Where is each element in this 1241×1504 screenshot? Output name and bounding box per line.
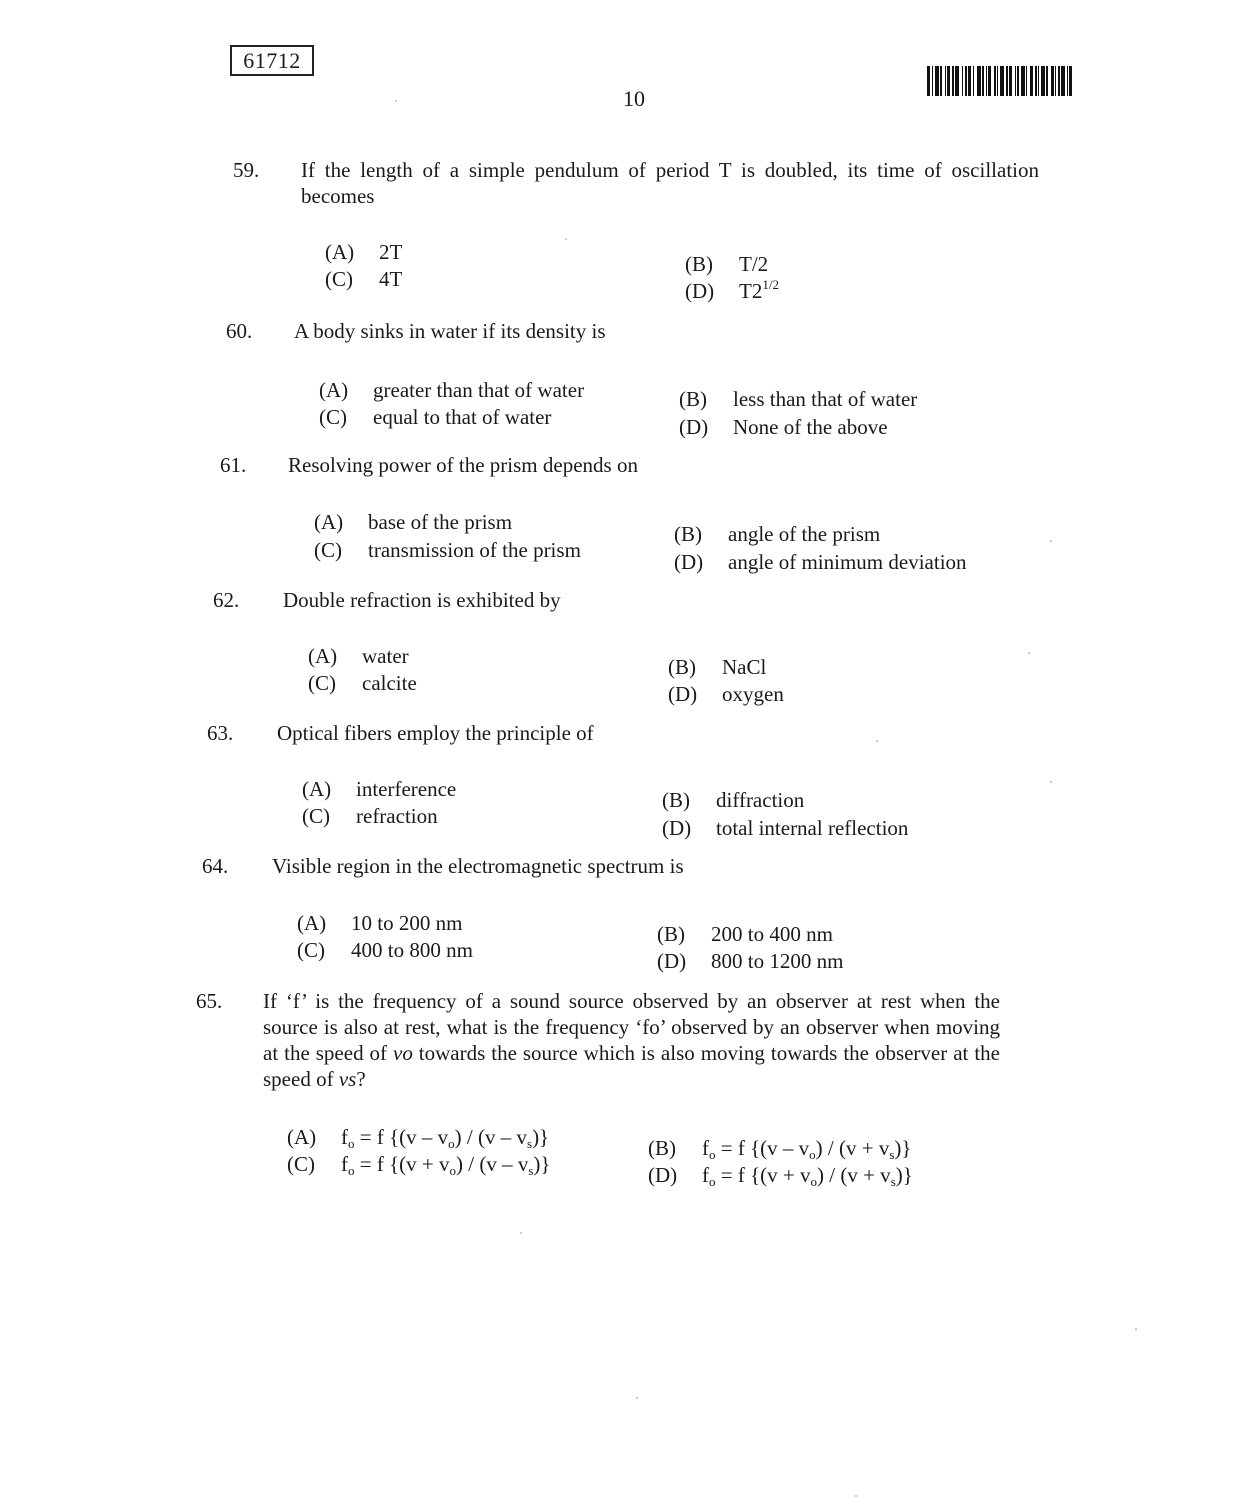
option-text: NaCl bbox=[722, 655, 767, 679]
scan-speck bbox=[1050, 540, 1052, 542]
option-a[interactable] bbox=[325, 239, 402, 265]
option-text: 800 to 1200 nm bbox=[711, 949, 844, 973]
question-61 bbox=[220, 452, 1020, 577]
option-text: angle of minimum deviation bbox=[728, 550, 967, 574]
question-text: Visible region in the electromagnetic spectrum is bbox=[272, 854, 684, 878]
option-b[interactable] bbox=[674, 521, 880, 547]
option-label: (A) bbox=[302, 777, 332, 801]
option-text: oxygen bbox=[722, 682, 784, 706]
option-d[interactable] bbox=[679, 414, 888, 440]
option-b[interactable] bbox=[679, 386, 917, 412]
option-a[interactable] bbox=[287, 1124, 549, 1150]
question-number: 63. bbox=[207, 721, 234, 745]
option-label: (B) bbox=[657, 922, 685, 946]
option-text: calcite bbox=[362, 671, 417, 695]
option-label: (C) bbox=[314, 538, 342, 562]
option-label: (D) bbox=[679, 415, 709, 439]
option-text: diffraction bbox=[716, 788, 805, 812]
option-a[interactable] bbox=[297, 910, 462, 936]
option-label: (D) bbox=[662, 816, 692, 840]
option-d[interactable] bbox=[648, 1162, 913, 1188]
question-text: Resolving power of the prism depends on bbox=[288, 453, 638, 477]
option-label: (A) bbox=[308, 644, 338, 668]
option-d[interactable] bbox=[668, 681, 784, 707]
option-text: transmission of the prism bbox=[368, 538, 581, 562]
option-text: $f_o = f$ $\{(v + v_o) / (v + v_s)\}$ bbox=[702, 1163, 913, 1189]
option-text: refraction bbox=[356, 804, 438, 828]
option-b[interactable] bbox=[648, 1135, 911, 1161]
paper-code: 61712 bbox=[230, 45, 314, 76]
option-text: total internal reflection bbox=[716, 816, 909, 840]
option-c[interactable] bbox=[325, 266, 402, 292]
option-text: $f_o = f$ $\{(v - v_o) / (v - v_s)\}$ bbox=[341, 1125, 550, 1151]
option-a[interactable] bbox=[308, 643, 409, 669]
option-text: 10 to 200 nm bbox=[351, 911, 463, 935]
option-text: less than that of water bbox=[733, 387, 918, 411]
option-label: (B) bbox=[662, 788, 690, 812]
option-a[interactable] bbox=[319, 377, 584, 403]
question-number: 60. bbox=[226, 319, 253, 343]
question-60 bbox=[226, 318, 1026, 443]
option-text: interference bbox=[356, 777, 457, 801]
option-text: 200 to 400 nm bbox=[711, 922, 833, 946]
option-text: $T2^{1/2}$ bbox=[739, 277, 779, 303]
option-label: (B) bbox=[668, 655, 696, 679]
option-label: (C) bbox=[302, 804, 330, 828]
question-59 bbox=[233, 157, 1043, 317]
barcode-image bbox=[927, 66, 1079, 96]
option-label: (B) bbox=[679, 387, 707, 411]
scan-speck bbox=[1050, 781, 1052, 783]
option-label: (C) bbox=[325, 267, 353, 291]
option-text: $f_o = f$ $\{(v - v_o) / (v + v_s)\}$ bbox=[702, 1136, 912, 1162]
option-label: (A) bbox=[297, 911, 327, 935]
question-number: 59. bbox=[233, 158, 260, 182]
scan-speck bbox=[1028, 652, 1030, 654]
option-a[interactable] bbox=[314, 509, 512, 535]
option-text: base of the prism bbox=[368, 510, 513, 534]
option-label: (D) bbox=[648, 1163, 678, 1187]
page-number: 10 bbox=[623, 86, 645, 111]
option-d[interactable] bbox=[674, 549, 967, 575]
option-c[interactable] bbox=[308, 670, 417, 696]
question-text: Optical fibers employ the principle of bbox=[277, 721, 594, 745]
scan-speck bbox=[520, 1232, 522, 1234]
option-label: (C) bbox=[319, 405, 347, 429]
question-number: 62. bbox=[213, 588, 240, 612]
scan-speck bbox=[876, 740, 878, 742]
option-d[interactable] bbox=[662, 815, 908, 841]
option-b[interactable] bbox=[685, 251, 768, 277]
scan-speck bbox=[1135, 1328, 1137, 1330]
scan-speck bbox=[565, 238, 567, 240]
question-62 bbox=[213, 587, 1013, 712]
option-b[interactable] bbox=[668, 654, 766, 680]
question-64 bbox=[202, 853, 1002, 978]
option-text: $f_o = f$ $\{(v + v_o) / (v - v_s)\}$ bbox=[341, 1152, 551, 1178]
question-text: If ‘f’ is the frequency of a sound source observed by an observer at rest when the source is also at rest, what is the frequency ‘fo’ observed by an observer when moving at the speed of vo towards the source which is also moving towards the observer at the speed of vs? bbox=[263, 989, 1000, 1091]
option-c[interactable] bbox=[302, 803, 438, 829]
option-label: (B) bbox=[685, 252, 713, 276]
option-label: (B) bbox=[674, 522, 702, 546]
option-text: T/2 bbox=[739, 252, 769, 276]
scan-speck bbox=[636, 1397, 638, 1399]
option-label: (D) bbox=[674, 550, 704, 574]
option-text: 2T bbox=[379, 240, 403, 264]
option-c[interactable] bbox=[319, 404, 551, 430]
question-text: A body sinks in water if its density is bbox=[294, 319, 606, 343]
question-number: 64. bbox=[202, 854, 229, 878]
option-label: (B) bbox=[648, 1136, 676, 1160]
option-label: (A) bbox=[287, 1125, 317, 1149]
option-c[interactable] bbox=[287, 1151, 550, 1177]
scan-speck bbox=[855, 1495, 857, 1497]
option-text: 4T bbox=[379, 267, 403, 291]
option-label: (C) bbox=[287, 1152, 315, 1176]
option-b[interactable] bbox=[662, 787, 804, 813]
option-text: 400 to 800 nm bbox=[351, 938, 473, 962]
option-label: (C) bbox=[297, 938, 325, 962]
question-text: Double refraction is exhibited by bbox=[283, 588, 561, 612]
option-a[interactable] bbox=[302, 776, 456, 802]
option-b[interactable] bbox=[657, 921, 833, 947]
option-c[interactable] bbox=[314, 537, 581, 563]
option-label: (D) bbox=[685, 279, 715, 303]
question-text: If the length of a simple pendulum of period T is doubled, its time of oscillation becomes bbox=[301, 158, 1039, 208]
question-65 bbox=[196, 988, 1006, 1198]
option-text: greater than that of water bbox=[373, 378, 585, 402]
option-text: angle of the prism bbox=[728, 522, 881, 546]
option-c[interactable] bbox=[297, 937, 473, 963]
question-63 bbox=[207, 720, 1007, 845]
option-text: None of the above bbox=[733, 415, 888, 439]
question-number: 65. bbox=[196, 989, 223, 1013]
option-label: (D) bbox=[657, 949, 687, 973]
option-label: (A) bbox=[319, 378, 349, 402]
scan-speck bbox=[395, 100, 397, 102]
option-text: equal to that of water bbox=[373, 405, 552, 429]
option-label: (C) bbox=[308, 671, 336, 695]
option-d[interactable] bbox=[657, 948, 843, 974]
option-d[interactable] bbox=[685, 278, 779, 304]
option-label: (A) bbox=[325, 240, 355, 264]
option-text: water bbox=[362, 644, 409, 668]
option-label: (D) bbox=[668, 682, 698, 706]
option-label: (A) bbox=[314, 510, 344, 534]
question-number: 61. bbox=[220, 453, 247, 477]
